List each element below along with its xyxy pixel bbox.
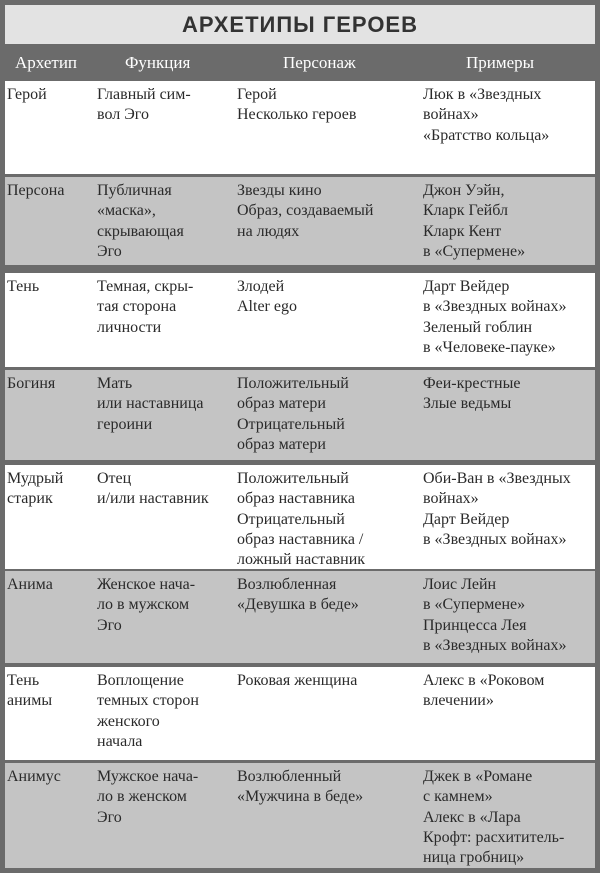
cell-function: Мать или наставница героини bbox=[97, 375, 204, 433]
cell-examples: Лоис Лейн в «Супермене» Принцесса Лея в «Звездных войнах» bbox=[423, 576, 567, 654]
cell-archetype: Герой bbox=[7, 86, 47, 103]
cell-archetype: Анимус bbox=[7, 768, 61, 785]
cell-character: Возлюбленный «Мужчина в беде» bbox=[237, 768, 364, 806]
cell-character: Звезды кино Образ, создаваемый на людях bbox=[237, 182, 374, 240]
table-row-anima-shadow bbox=[5, 667, 595, 760]
header-character: Персонаж bbox=[283, 53, 356, 72]
cell-function: Мужское нача- ло в женском Эго bbox=[97, 768, 199, 826]
header-row bbox=[5, 48, 595, 78]
cell-function: Женское нача- ло в мужском Эго bbox=[97, 576, 196, 634]
cell-archetype: Тень bbox=[7, 278, 40, 295]
cell-examples: Феи-крестные Злые ведьмы bbox=[423, 375, 521, 413]
cell-archetype: Богиня bbox=[7, 375, 56, 392]
cell-examples: Джек в «Романе с камнем» Алекс в «Лара Крофт: расхититель- ница гробниц» bbox=[423, 768, 565, 867]
cell-character: Злодей Alter ego bbox=[237, 278, 297, 316]
table-row-goddess bbox=[5, 370, 595, 460]
table-row-wise-old-man bbox=[5, 465, 595, 569]
cell-character: Герой Несколько героев bbox=[237, 86, 357, 124]
cell-archetype: Анима bbox=[7, 576, 53, 593]
cell-function: Темная, скры- тая сторона личности bbox=[97, 278, 194, 336]
table-title: АРХЕТИПЫ ГЕРОЕВ bbox=[5, 5, 595, 44]
cell-archetype: Мудрый старик bbox=[7, 470, 64, 508]
table-row-animus bbox=[5, 763, 595, 868]
cell-character: Возлюбленная «Девушка в беде» bbox=[237, 576, 359, 614]
header-examples: Примеры bbox=[466, 53, 535, 72]
cell-character: Положительный образ наставника Отрицательный образ наставника / ложный наставник bbox=[237, 470, 366, 569]
table-row-anima bbox=[5, 571, 595, 663]
cell-examples: Люк в «Звездных войнах» «Братство кольца» bbox=[423, 86, 550, 144]
cell-examples: Алекс в «Роковом влечении» bbox=[423, 672, 545, 710]
cell-function: Отец и/или наставник bbox=[97, 470, 209, 508]
table-row-persona bbox=[5, 177, 595, 265]
cell-examples: Оби-Ван в «Звездных войнах» Дарт Вейдер в «Звездных войнах» bbox=[423, 470, 571, 548]
cell-examples: Дарт Вейдер в «Звездных войнах» Зеленый гоблин в «Человеке-пауке» bbox=[423, 278, 567, 356]
table-row-shadow bbox=[5, 273, 595, 367]
cell-examples: Джон Уэйн, Кларк Гейбл Кларк Кент в «Супермене» bbox=[423, 182, 526, 260]
cell-archetype: Тень анимы bbox=[7, 672, 53, 710]
cell-function: Воплощение темных сторон женского начала bbox=[97, 672, 199, 750]
header-archetype: Архетип bbox=[15, 53, 78, 72]
table-row-hero bbox=[5, 81, 595, 174]
header-function: Функция bbox=[125, 53, 191, 72]
cell-character: Роковая женщина bbox=[237, 672, 358, 689]
cell-archetype: Персона bbox=[7, 182, 65, 199]
cell-function: Публичная «маска», скрывающая Эго bbox=[97, 182, 184, 260]
cell-character: Положительный образ матери Отрицательный образ матери bbox=[237, 375, 349, 453]
cell-function: Главный сим- вол Эго bbox=[97, 86, 191, 124]
